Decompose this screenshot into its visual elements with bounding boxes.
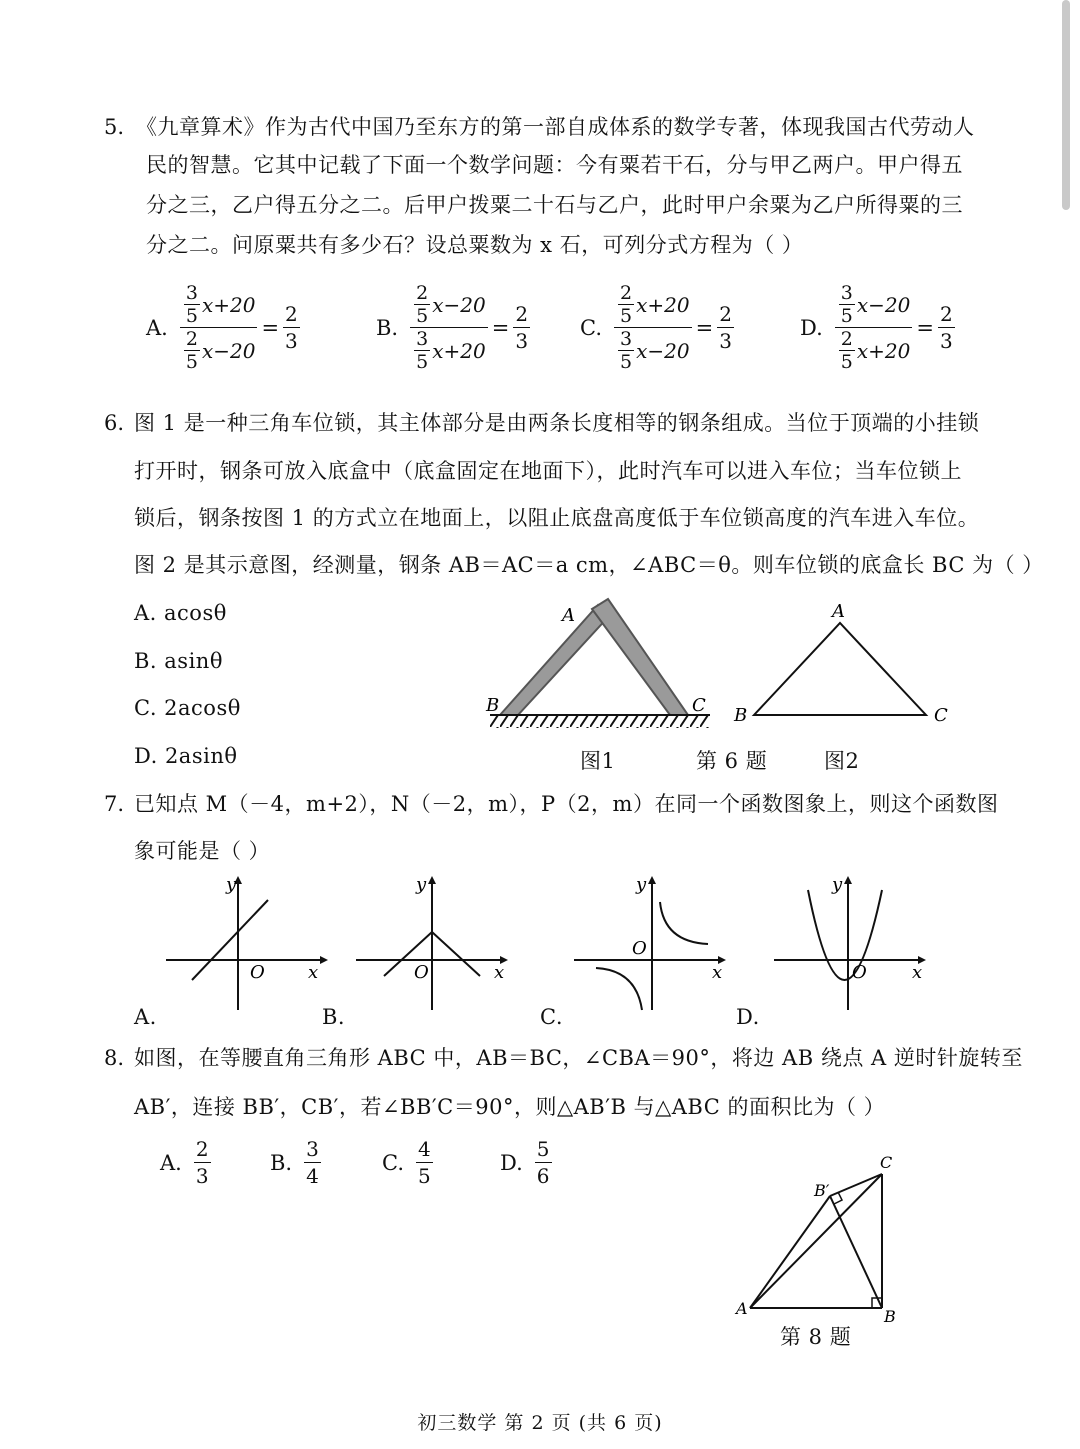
q8-option-d[interactable] [500, 1136, 554, 1189]
q5-option-c[interactable]: C. $\frac{2}{5}$ x+20 $\frac{3}{5}$ x−20 = $\frac{2}{3}$ [580, 282, 732, 373]
q8-option-c[interactable] [382, 1136, 435, 1189]
q6-line-3: 锁后，钢条按图 1 的方式立在地面上，以阻止底盘高度低于车位锁高度的汽车进入车位。 [134, 506, 980, 530]
q5-option-label: A. [146, 315, 168, 340]
graph-c-origin: O [632, 938, 647, 959]
q5-option-a[interactable]: A. $\frac{3}{5}$ x+20 $\frac{2}{5}$ x−20 = $\frac{2}{3}$ [146, 282, 298, 373]
q5-line-1: 《九章算术》作为古代中国乃至东方的第一部自成体系的数学专著，体现我国古代劳动人 [136, 115, 975, 139]
page-footer: 初三数学 第 2 页 (共 6 页) [417, 1412, 663, 1434]
q7-line-2: 象可能是（ ） [134, 839, 271, 863]
q5-option-b[interactable]: B. $\frac{2}{5}$ x−20 $\frac{3}{5}$ x+20 = $\frac{2}{3}$ [376, 282, 529, 373]
graph-d-y-label: y [832, 874, 843, 895]
q5-line-3: 分之三，乙户得五分之二。后甲户拨粟二十石与乙户，此时甲户余粟为乙户所得粟的三 [146, 193, 963, 217]
q8-option-b[interactable] [270, 1136, 323, 1189]
q7-line-1: 已知点 M（－4，m+2），N（－2，m），P（2，m）在同一个函数图象上，则这个函数图 [134, 792, 999, 816]
graph-b-origin: O [414, 962, 429, 983]
answer-fraction: $\frac{3}{4}$ [306, 1137, 319, 1188]
graph-b-y-label: y [416, 874, 427, 895]
rhs-fraction: $\frac{2}{3}$ [515, 302, 529, 353]
q6-fig-title: 第 6 题 [696, 749, 768, 773]
q7-graph-a[interactable] [160, 870, 330, 1020]
answer-fraction: $\frac{2}{3}$ [195, 1137, 209, 1188]
q5-option-label: B. [376, 315, 399, 340]
q6-line-4: 图 2 是其示意图，经测量，钢条 AB＝AC＝a cm，∠ABC＝θ。则车位锁的底盒长 BC 为（ ） [134, 553, 1044, 577]
q5-line-2: 民的智慧。它其中记载了下面一个数学问题：今有粟若干石，分与甲乙两户。甲户得五 [146, 153, 963, 177]
scrollbar[interactable] [1062, 0, 1070, 210]
rhs-fraction: $\frac{2}{3}$ [719, 302, 732, 353]
q7-option-d[interactable]: D. [736, 1005, 760, 1029]
fig2-label-b: B [734, 705, 748, 726]
q7-number: 7. [104, 792, 125, 816]
graph-a-x-label: x [308, 962, 319, 983]
q6-fig1-caption: 图1 [580, 749, 616, 773]
q6-line-1: 图 1 是一种三角车位锁，其主体部分是由两条长度相等的钢条组成。当位于顶端的小挂锁 [134, 411, 980, 435]
q8-label-c: C [880, 1153, 893, 1172]
graph-d-x-label: x [912, 962, 923, 983]
q6-option-b[interactable]: B. asinθ [134, 649, 223, 673]
q7-graph-d[interactable] [768, 870, 938, 1020]
q8-option-label: A. [160, 1150, 182, 1175]
q6-figure-1 [480, 595, 730, 745]
q6-figure-2 [730, 595, 960, 735]
q6-line-2: 打开时，钢条可放入底盒中（底盒固定在地面下），此时汽车可以进入车位；当车位锁上 [134, 459, 962, 483]
fig2-label-c: C [934, 705, 948, 726]
q8-label-b: B [884, 1307, 896, 1325]
graph-c-y-label: y [636, 874, 647, 895]
q8-figure [730, 1150, 910, 1325]
q5-line-4: 分之二。问原粟共有多少石？设总粟数为 x 石，可列分式方程为（ ） [146, 233, 804, 257]
q5-option-label: C. [580, 315, 602, 340]
rhs-fraction: $\frac{2}{3}$ [285, 302, 298, 353]
fig2-label-a: A [832, 601, 845, 622]
q8-label-a: A [736, 1299, 748, 1318]
q8-number: 8. [104, 1046, 125, 1070]
answer-fraction: $\frac{5}{6}$ [536, 1137, 550, 1188]
q8-line-1: 如图，在等腰直角三角形 ABC 中，AB＝BC，∠CBA＝90°，将边 AB 绕点 A 逆时针旋转至 [134, 1046, 1023, 1070]
q6-option-c[interactable]: C. 2acosθ [134, 696, 241, 720]
graph-a-y-label: y [226, 874, 237, 895]
rhs-fraction: $\frac{2}{3}$ [939, 302, 953, 353]
graph-c-x-label: x [712, 962, 723, 983]
q7-option-c[interactable]: C. [540, 1005, 563, 1029]
q7-graph-c[interactable] [568, 870, 738, 1020]
q5-number: 5. [104, 115, 125, 139]
q8-line-2: AB′，连接 BB′，CB′，若∠BB′C＝90°，则△AB′B 与△ABC 的面积比为（ ） [134, 1095, 886, 1119]
q8-option-a[interactable] [160, 1136, 213, 1189]
q8-fig-title: 第 8 题 [780, 1325, 852, 1349]
graph-a-origin: O [250, 962, 265, 983]
q8-label-bprime: B′ [814, 1181, 830, 1200]
q8-option-label: B. [270, 1150, 293, 1175]
fig1-label-a: A [562, 605, 575, 626]
q5-option-d[interactable]: D. $\frac{3}{5}$ x−20 $\frac{2}{5}$ x+20 = $\frac{2}{3}$ [800, 282, 953, 373]
q6-option-a[interactable]: A. acosθ [134, 601, 227, 625]
q6-option-d[interactable]: D. 2asinθ [134, 744, 238, 768]
fig1-label-c: C [692, 695, 706, 716]
q8-option-label: D. [500, 1150, 523, 1175]
q7-option-b[interactable]: B. [322, 1005, 346, 1029]
q8-option-label: C. [382, 1150, 404, 1175]
answer-fraction: $\frac{4}{5}$ [418, 1137, 431, 1188]
fig1-label-b: B [486, 695, 500, 716]
compound-fraction: $\frac{2}{5}$ x+20 $\frac{3}{5}$ x−20 [614, 282, 692, 373]
compound-fraction: $\frac{3}{5}$ x−20 $\frac{2}{5}$ x+20 [835, 282, 913, 373]
q7-option-a[interactable]: A. [134, 1005, 157, 1029]
compound-fraction: $\frac{2}{5}$ x−20 $\frac{3}{5}$ x+20 [410, 282, 488, 373]
graph-d-origin: O [852, 962, 867, 983]
q6-number: 6. [104, 411, 125, 435]
graph-b-x-label: x [494, 962, 505, 983]
q6-fig2-caption: 图2 [824, 749, 860, 773]
q5-option-label: D. [800, 315, 823, 340]
q7-graph-b[interactable] [350, 870, 520, 1020]
compound-fraction: $\frac{3}{5}$ x+20 $\frac{2}{5}$ x−20 [180, 282, 258, 373]
